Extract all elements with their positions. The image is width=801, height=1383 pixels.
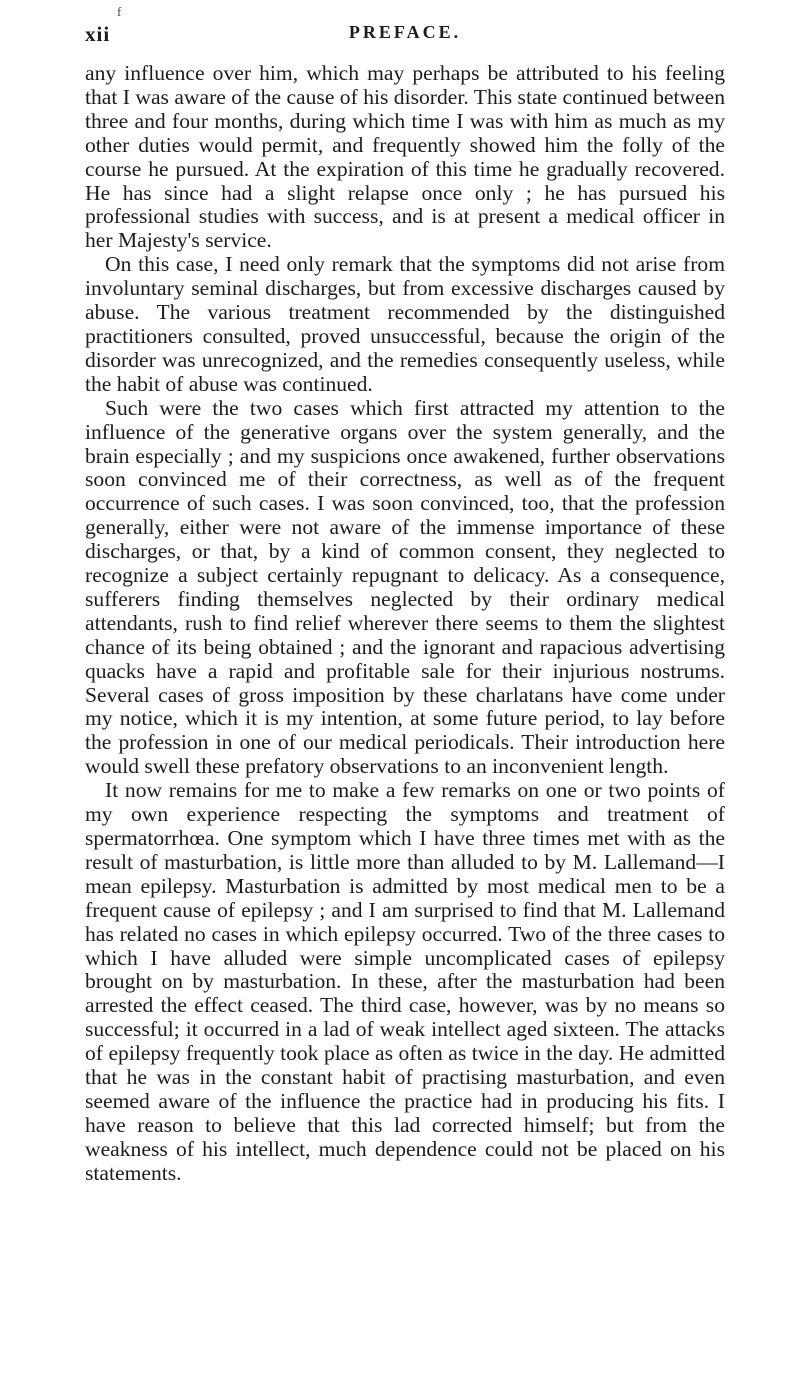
- paragraph-3: Such were the two cases which first attracted my attention to the influence of the generative organs over the system generally, and the brain especially ; and my suspicions once awakened, further observations soon convinced me of their correctness, as well as of the frequent occurrence of such cases. I was soon convinced, too, that the profession generally, either were not aware of the immense importance of these discharges, or that, by a kind of common consent, they neglected to recognize a subject certainly repugnant to delicacy. As a consequence, sufferers finding themselves neglected by their ordinary medical attendants, rush to find relief wherever there seems to them the slightest chance of its being obtained ; and the ignorant and rapacious advertising quacks have a rapid and profitable sale for their injurious nostrums. Several cases of gross imposition by these charlatans have come under my notice, which it is my intention, at some future period, to lay before the profession in one of our medical periodicals. Their introduction here would swell these prefatory observations to an inconvenient length.: [85, 395, 725, 779]
- paragraph-4: It now remains for me to make a few remarks on one or two points of my own experience respecting the symptoms and treatment of spermatorrhœa. One symptom which I have three times met with as the result of masturbation, is little more than alluded to by M. Lallemand—I mean epilepsy. Masturbation is admitted by most medical men to be a frequent cause of epilepsy ; and I am surprised to find that M. Lallemand has related no cases in which epilepsy occurred. Two of the three cases to which I have alluded were simple uncomplicated cases of epilepsy brought on by masturbation. In these, after the masturbation had been arrested the effect ceased. The third case, however, was by no means so successful; it occurred in a lad of weak intellect aged sixteen. The attacks of epilepsy frequently took place as often as twice in the day. He admitted that he was in the constant habit of practising masturbation, and even seemed aware of the influence the practice had in producing his fits. I have reason to believe that this lad corrected himself; but from the weakness of his intellect, much dependence could not be placed on his statements.: [85, 778, 725, 1185]
- page-number: xii: [85, 22, 111, 46]
- running-head: [85, 22, 725, 52]
- header-title: PREFACE.: [348, 22, 462, 42]
- paragraph-1: any influence over him, which may perhaps be attributed to his feeling that I was aware of the cause of his disorder. This state continued between three and four months, during which time I was with him as much as my other duties would permit, and frequently showed him the folly of the course he pursued. At the expiration of this time he gradually recovered. He has since had a slight relapse once only ; he has pursued his professional studies with success, and is at present a medical officer in her Majesty's service.: [85, 61, 726, 253]
- corner-mark: f: [117, 4, 122, 19]
- body-text: [85, 62, 725, 1186]
- paragraph-2: On this case, I need only remark that the symptoms did not arise from involuntary seminal discharges, but from excessive discharges caused by abuse. The various treatment recommended by the distinguished practitioners consulted, proved unsuccessful, because the origin of the disorder was unrecognized, and the remedies consequently useless, while the habit of abuse was continued.: [85, 252, 725, 396]
